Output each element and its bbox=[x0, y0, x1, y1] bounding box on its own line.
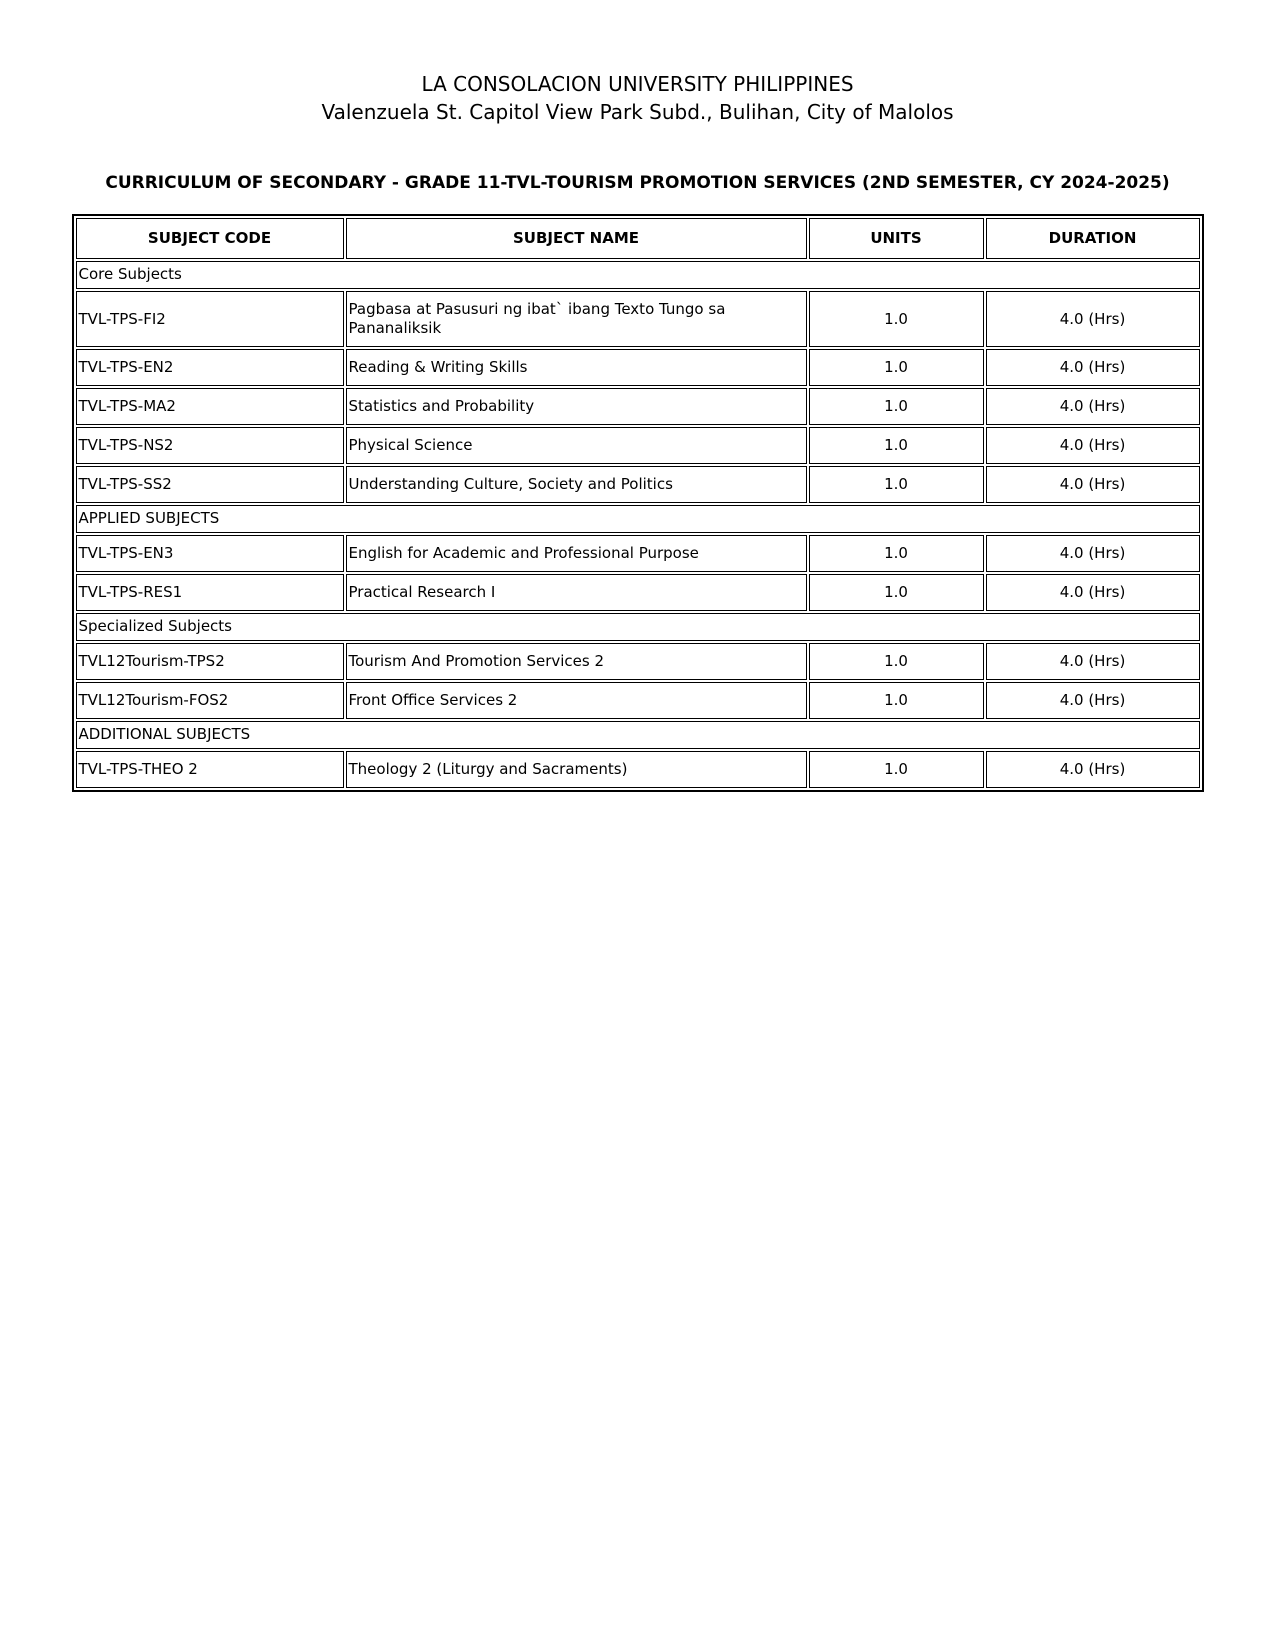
subject-code-cell: TVL-TPS-RES1 bbox=[76, 574, 344, 611]
column-header-subject-code: SUBJECT CODE bbox=[76, 218, 344, 259]
curriculum-table bbox=[72, 214, 1204, 792]
column-header-duration: DURATION bbox=[986, 218, 1200, 259]
table-row bbox=[76, 682, 1200, 719]
duration-cell: 4.0 (Hrs) bbox=[986, 682, 1200, 719]
table-row bbox=[76, 427, 1200, 464]
subject-code-cell: TVL-TPS-THEO 2 bbox=[76, 751, 344, 788]
units-cell: 1.0 bbox=[809, 574, 984, 611]
duration-cell: 4.0 (Hrs) bbox=[986, 751, 1200, 788]
table-header-row bbox=[76, 218, 1200, 259]
document-header bbox=[0, 0, 1275, 126]
subject-code-cell: TVL-TPS-MA2 bbox=[76, 388, 344, 425]
units-cell: 1.0 bbox=[809, 466, 984, 503]
subject-code-cell: TVL12Tourism-FOS2 bbox=[76, 682, 344, 719]
units-cell: 1.0 bbox=[809, 291, 984, 347]
units-cell: 1.0 bbox=[809, 349, 984, 386]
section-label: APPLIED SUBJECTS bbox=[76, 505, 1200, 533]
duration-cell: 4.0 (Hrs) bbox=[986, 643, 1200, 680]
duration-cell: 4.0 (Hrs) bbox=[986, 291, 1200, 347]
units-cell: 1.0 bbox=[809, 388, 984, 425]
subject-name-cell: Front Office Services 2 bbox=[346, 682, 807, 719]
duration-cell: 4.0 (Hrs) bbox=[986, 349, 1200, 386]
table-row bbox=[76, 574, 1200, 611]
duration-cell: 4.0 (Hrs) bbox=[986, 574, 1200, 611]
column-header-units: UNITS bbox=[809, 218, 984, 259]
subject-name-cell: Physical Science bbox=[346, 427, 807, 464]
university-name: LA CONSOLACION UNIVERSITY PHILIPPINES bbox=[421, 72, 854, 96]
subject-code-cell: TVL-TPS-EN2 bbox=[76, 349, 344, 386]
duration-cell: 4.0 (Hrs) bbox=[986, 388, 1200, 425]
section-row-core-subjects bbox=[76, 261, 1200, 289]
duration-cell: 4.0 (Hrs) bbox=[986, 427, 1200, 464]
subject-code-cell: TVL-TPS-EN3 bbox=[76, 535, 344, 572]
units-cell: 1.0 bbox=[809, 643, 984, 680]
section-label: Specialized Subjects bbox=[76, 613, 1200, 641]
subject-code-cell: TVL-TPS-FI2 bbox=[76, 291, 344, 347]
units-cell: 1.0 bbox=[809, 682, 984, 719]
subject-code-cell: TVL12Tourism-TPS2 bbox=[76, 643, 344, 680]
duration-cell: 4.0 (Hrs) bbox=[986, 535, 1200, 572]
table-row bbox=[76, 535, 1200, 572]
table-row bbox=[76, 349, 1200, 386]
section-row-applied-subjects bbox=[76, 505, 1200, 533]
table-row bbox=[76, 291, 1200, 347]
duration-cell: 4.0 (Hrs) bbox=[986, 466, 1200, 503]
table-row bbox=[76, 751, 1200, 788]
units-cell: 1.0 bbox=[809, 751, 984, 788]
units-cell: 1.0 bbox=[809, 427, 984, 464]
subject-name-cell: Tourism And Promotion Services 2 bbox=[346, 643, 807, 680]
section-label: ADDITIONAL SUBJECTS bbox=[76, 721, 1200, 749]
table-row bbox=[76, 466, 1200, 503]
subject-name-cell: Pagbasa at Pasusuri ng ibat` ibang Texto Tungo sa Pananaliksik bbox=[346, 291, 807, 347]
table-row bbox=[76, 388, 1200, 425]
subject-name-cell: Practical Research I bbox=[346, 574, 807, 611]
section-row-specialized-subjects bbox=[76, 613, 1200, 641]
units-cell: 1.0 bbox=[809, 535, 984, 572]
curriculum-title: CURRICULUM OF SECONDARY - GRADE 11-TVL-TOURISM PROMOTION SERVICES (2ND SEMESTER, CY 2024-2025) bbox=[105, 173, 1170, 193]
subject-name-cell: Understanding Culture, Society and Politics bbox=[346, 466, 807, 503]
table-row bbox=[76, 643, 1200, 680]
subject-name-cell: Reading & Writing Skills bbox=[346, 349, 807, 386]
section-label: Core Subjects bbox=[76, 261, 1200, 289]
subject-code-cell: TVL-TPS-SS2 bbox=[76, 466, 344, 503]
subject-code-cell: TVL-TPS-NS2 bbox=[76, 427, 344, 464]
section-row-additional-subjects bbox=[76, 721, 1200, 749]
subject-name-cell: English for Academic and Professional Purpose bbox=[346, 535, 807, 572]
university-address: Valenzuela St. Capitol View Park Subd., Bulihan, City of Malolos bbox=[321, 100, 954, 124]
column-header-subject-name: SUBJECT NAME bbox=[346, 218, 807, 259]
subject-name-cell: Statistics and Probability bbox=[346, 388, 807, 425]
subject-name-cell: Theology 2 (Liturgy and Sacraments) bbox=[346, 751, 807, 788]
